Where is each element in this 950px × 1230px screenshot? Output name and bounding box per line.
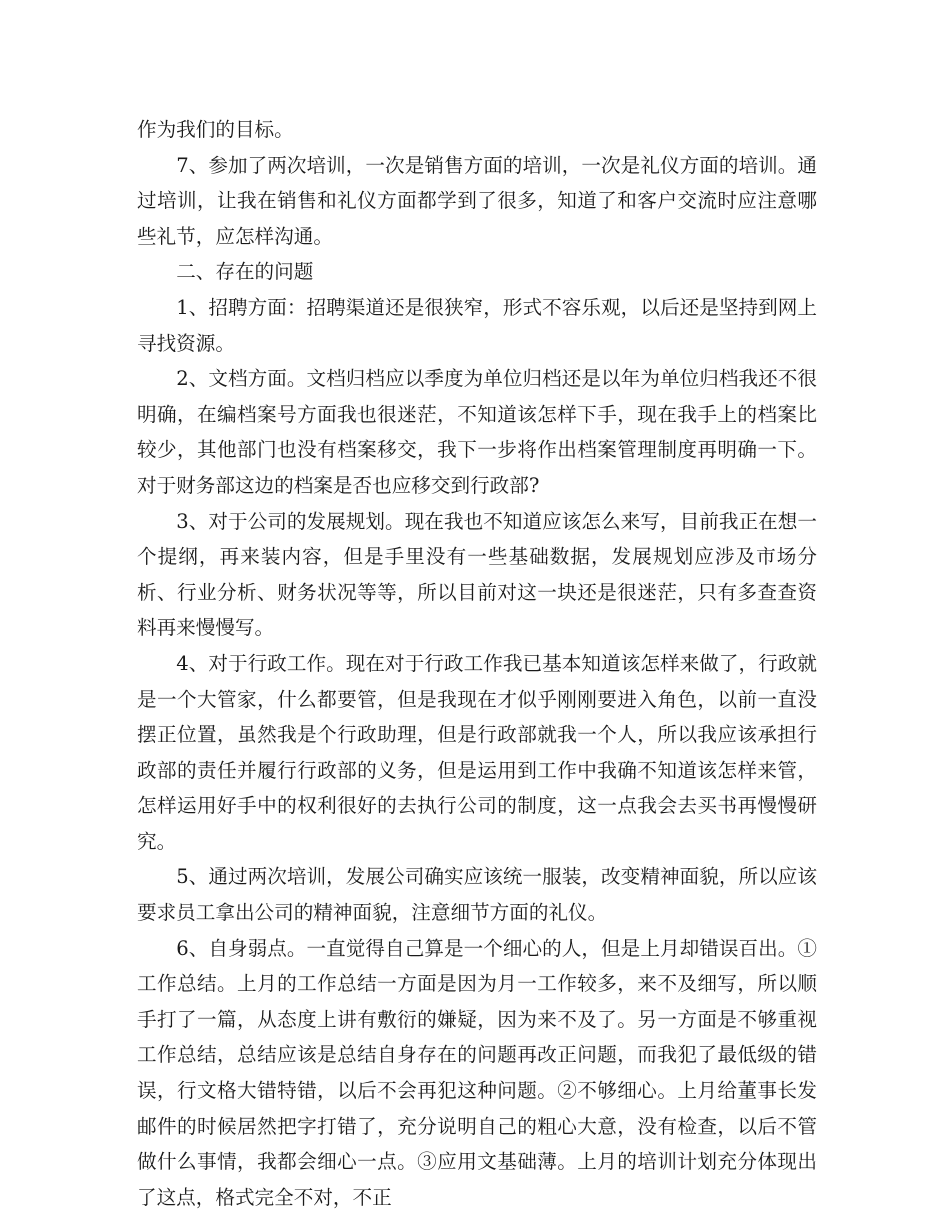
section-heading-problems: 二、存在的问题 [176,260,314,284]
paragraph-goal-continuation: 作为我们的目标。 [137,118,294,141]
paragraph-documents: 2、文档方面。文档归档应以季度为单位归档还是以年为单位归档我还不很明确，在编档案号方面我也很迷茫，不知道该怎样下手，现在我手上的档案比较少，其他部门也没有档案移交，我下一步将作出档案管理制度再明确一下。对于财务部这边的档案是否也应移交到行政部? [137,367,817,497]
paragraph-uniform: 5、通过两次培训，发展公司确实应该统一服装，改变精神面貌，所以应该要求员工拿出公司的精神面貌，注意细节方面的礼仪。 [137,865,817,925]
paragraph-development-plan: 3、对于公司的发展规划。现在我也不知道应该怎么来写，目前我正在想一个提纲，再来装内容，但是手里没有一些基础数据，发展规划应涉及市场分析、行业分析、财务状况等等，所以目前对这一块还是很迷茫，只有多查查资料再来慢慢写。 [137,509,817,640]
document-body [137,112,817,1215]
paragraph-training: 7、参加了两次培训，一次是销售方面的培训，一次是礼仪方面的培训。通过培训，让我在销售和礼仪方面都学到了很多，知道了和客户交流时应注意哪些礼节，应怎样沟通。 [137,153,817,248]
paragraph-weaknesses: 6、自身弱点。一直觉得自己算是一个细心的人，但是上月却错误百出。①工作总结。上月的工作总结一方面是因为月一工作较多，来不及细写，所以顺手打了一篇，从态度上讲有敷衍的嫌疑，因为来不及了。另一方面是不够重视工作总结，总结应该是总结自身存在的问题再改正问题，而我犯了最低级的错误，行文格大错特错，以后不会再犯这种问题。②不够细心。上月给董事长发邮件的时候居然把字打错了，充分说明自己的粗心大意，没有检查，以后不管做什么事情，我都会细心一点。③应用文基础薄。上月的培训计划充分体现出了这点，格式完全不对，不正 [137,936,817,1209]
paragraph-administration: 4、对于行政工作。现在对于行政工作我已基本知道该怎样来做了，行政就是一个大管家，什么都要管，但是我现在才似乎刚刚要进入角色，以前一直没摆正位置，虽然我是个行政助理，但是行政部就我一个人，所以我应该承担行政部的责任并履行行政部的义务，但是运用到工作中我确不知道该怎样来管，怎样运用好手中的权利很好的去执行公司的制度，这一点我会去买书再慢慢研究。 [137,651,817,853]
paragraph-recruitment: 1、招聘方面：招聘渠道还是很狭窄，形式不容乐观，以后还是坚持到网上寻找资源。 [137,295,817,355]
